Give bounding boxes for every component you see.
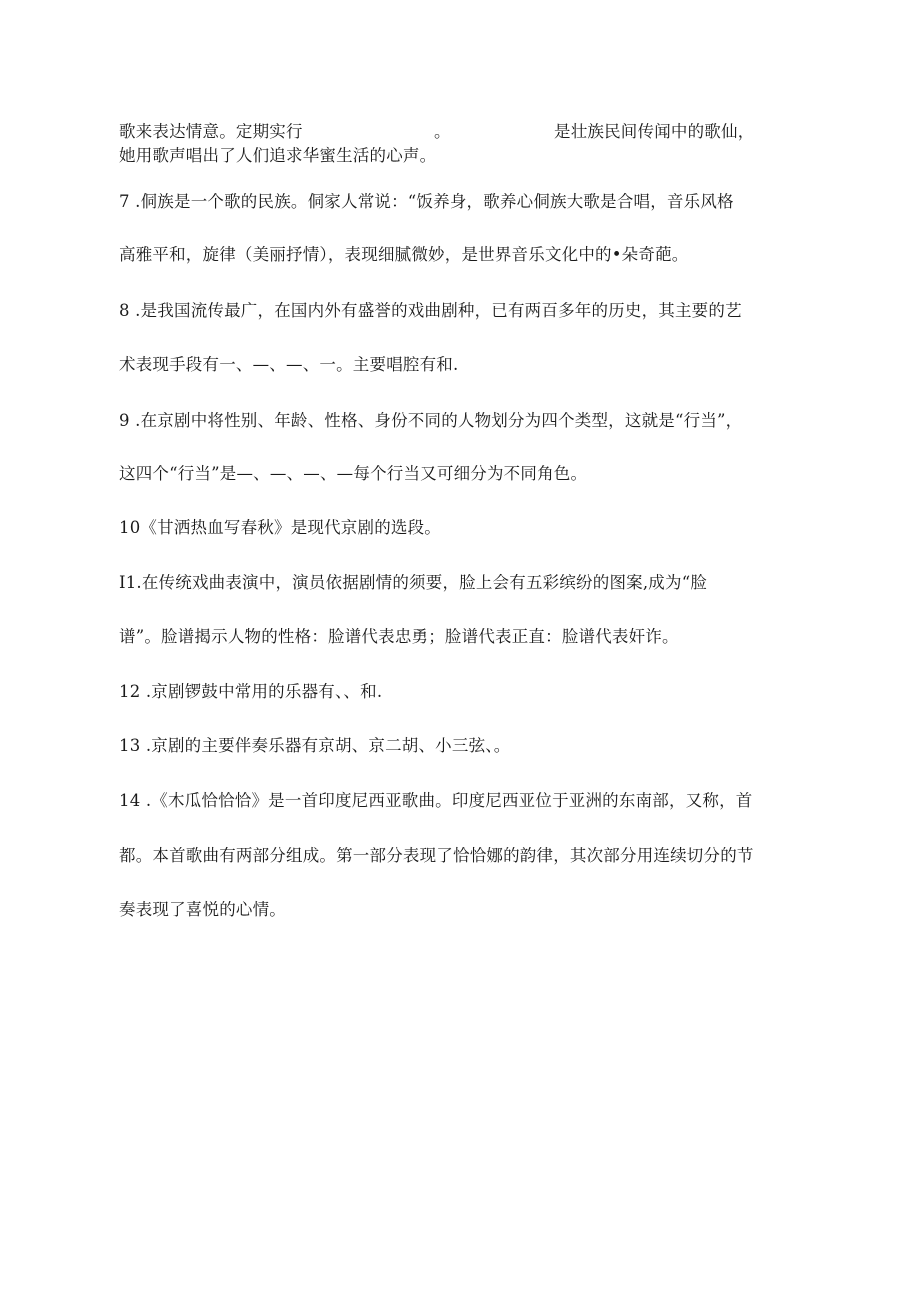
intro-text-b: 。 [434,122,451,141]
question-14-line-3: 奏表现了喜悦的心情。 [119,900,286,919]
question-7-line-2: 高雅平和，旋律（美丽抒情），表现细腻微妙，是世界音乐文化中的•朵奇葩。 [119,245,689,264]
question-8-line-1: 8 .是我国流传最广，在国内外有盛誉的戏曲剧种，已有两百多年的历史，其主要的艺 [119,301,742,320]
question-14-line-2: 都。本首歌曲有两部分组成。第一部分表现了恰恰娜的韵律，其次部分用连续切分的节 [119,846,754,865]
question-8-line-2: 术表现手段有一、—、—、一。主要唱腔有和. [119,355,459,374]
question-14-line-1: 14 .《木瓜恰恰恰》是一首印度尼西亚歌曲。印度尼西亚位于亚洲的东南部，又称，首 [119,791,753,810]
question-11-line-2: 谱”。脸谱揭示人物的性格：脸谱代表忠勇；脸谱代表正直：脸谱代表奸诈。 [119,627,679,646]
question-10-line-1: 10《甘洒热血写春秋》是现代京剧的选段。 [119,518,441,537]
question-9-line-2: 这四个“行当”是—、—、—、—每个行当又可细分为不同角色。 [119,464,588,483]
question-13-line-1: 13 .京剧的主要伴奏乐器有京胡、京二胡、小三弦、。 [119,736,511,755]
question-9-line-1: 9 .在京剧中将性别、年龄、性格、身份不同的人物划分为四个类型，这就是“行当”， [119,411,743,430]
question-11-line-1: I1.在传统戏曲表演中，演员依据剧情的须要，脸上会有五彩缤纷的图案,成为“脸 [119,573,708,592]
intro-line-2: 她用歌声唱出了人们追求华蜜生活的心声。 [119,146,437,165]
question-12-line-1: 12 .京剧锣鼓中常用的乐器有、、和. [119,682,383,701]
question-7-line-1: 7 .侗族是一个歌的民族。侗家人常说：“饭养身，歌养心侗族大歌是合唱，音乐风格 [119,192,734,211]
intro-text-c: 是壮族民间传闻中的歌仙， [554,122,755,141]
intro-text-a: 歌来表达情意。定期实行 [119,122,303,141]
